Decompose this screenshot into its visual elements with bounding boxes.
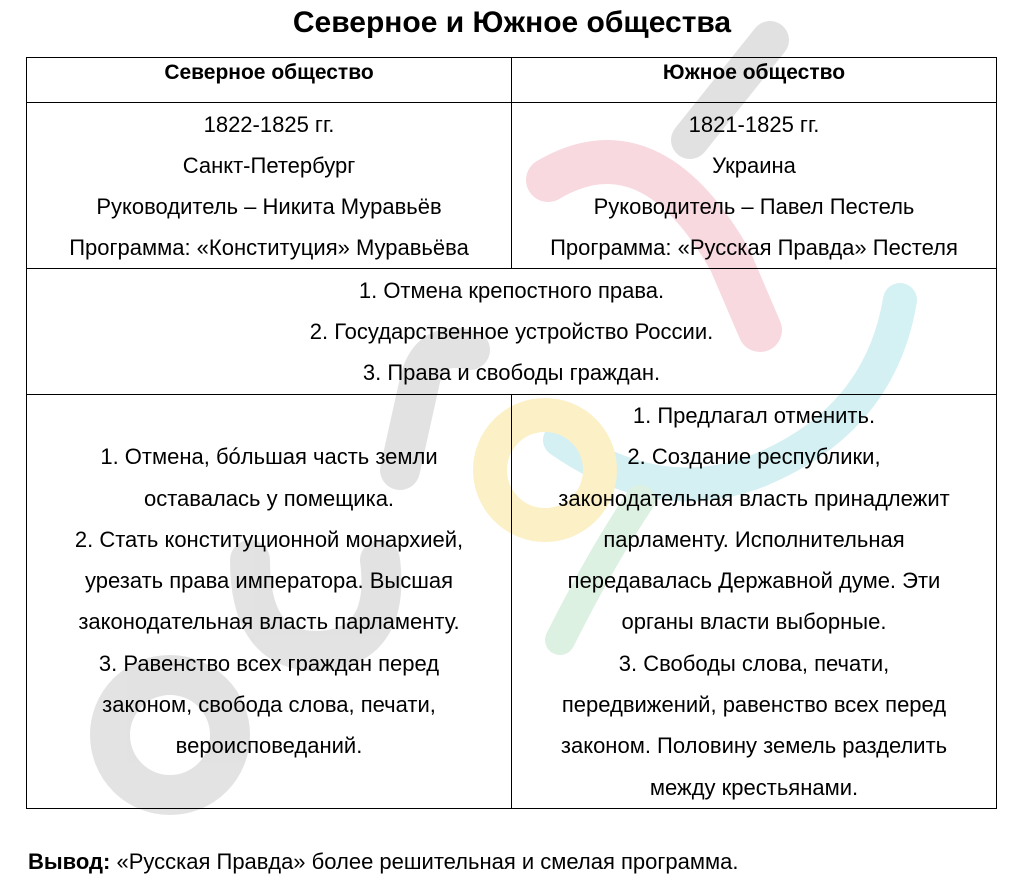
north-detail-line: законом, свобода слова, печати,	[102, 692, 436, 718]
south-detail-line: между крестьянами.	[649, 774, 859, 800]
south-detail-line: законом. Половину земель разделить	[560, 733, 948, 759]
south-place: Украина	[712, 152, 796, 178]
south-detail-line: парламенту. Исполнительная	[603, 526, 905, 552]
north-years: 1822-1825 гг.	[203, 111, 335, 137]
header-south: Южное общество	[512, 58, 997, 103]
north-detail-line: 2. Стать конституционной монархией,	[74, 526, 464, 552]
page-title: Северное и Южное общества	[292, 6, 732, 39]
header-row	[27, 58, 997, 103]
south-program: Программа: «Русская Правда» Пестеля	[550, 234, 958, 260]
south-detail-line: 3. Свободы слова, печати,	[618, 650, 890, 676]
conclusion-text: «Русская Правда» более решительная и смелая программа.	[110, 849, 739, 874]
criterion-2: 2. Государственное устройство России.	[309, 319, 714, 344]
north-detail-line: законодательная власть парламенту.	[78, 609, 460, 635]
south-info-cell	[512, 103, 997, 269]
comparison-table	[26, 57, 997, 809]
criteria-row	[27, 269, 997, 395]
details-row	[27, 395, 997, 809]
conclusion	[28, 847, 738, 877]
south-detail-line: органы власти выборные.	[621, 609, 887, 635]
south-details-cell	[512, 395, 997, 809]
north-detail-line: оставалась у помещика.	[143, 485, 395, 511]
south-detail-line: передвижений, равенство всех перед	[561, 692, 947, 718]
info-row	[27, 103, 997, 269]
north-detail-line: вероисповеданий.	[175, 733, 363, 759]
north-place: Санкт-Петербург	[182, 152, 356, 178]
criterion-1: 1. Отмена крепостного права.	[358, 278, 665, 303]
north-detail-line: урезать права императора. Высшая	[85, 568, 453, 594]
south-detail-line: законодательная власть принадлежит	[558, 485, 950, 511]
north-leader: Руководитель – Никита Муравьёв	[96, 193, 442, 219]
north-detail-line: 1. Отмена, бóльшая часть земли	[100, 444, 438, 470]
north-detail-line: 3. Равенство всех граждан перед	[98, 650, 440, 676]
south-leader: Руководитель – Павел Пестель	[593, 193, 915, 219]
south-detail-line: 1. Предлагал отменить.	[632, 403, 876, 428]
south-years: 1821-1825 гг.	[688, 111, 820, 137]
south-detail-line: передавалась Державной думе. Эти	[567, 568, 941, 594]
criterion-3: 3. Права и свободы граждан.	[362, 360, 661, 385]
header-north: Северное общество	[27, 58, 512, 103]
south-detail-line: 2. Создание республики,	[627, 444, 881, 470]
north-info-cell	[27, 103, 512, 269]
conclusion-label: Вывод:	[28, 849, 111, 874]
north-program: Программа: «Конституция» Муравьёва	[69, 234, 469, 260]
criteria-cell	[27, 269, 997, 395]
north-details-cell	[27, 395, 512, 809]
